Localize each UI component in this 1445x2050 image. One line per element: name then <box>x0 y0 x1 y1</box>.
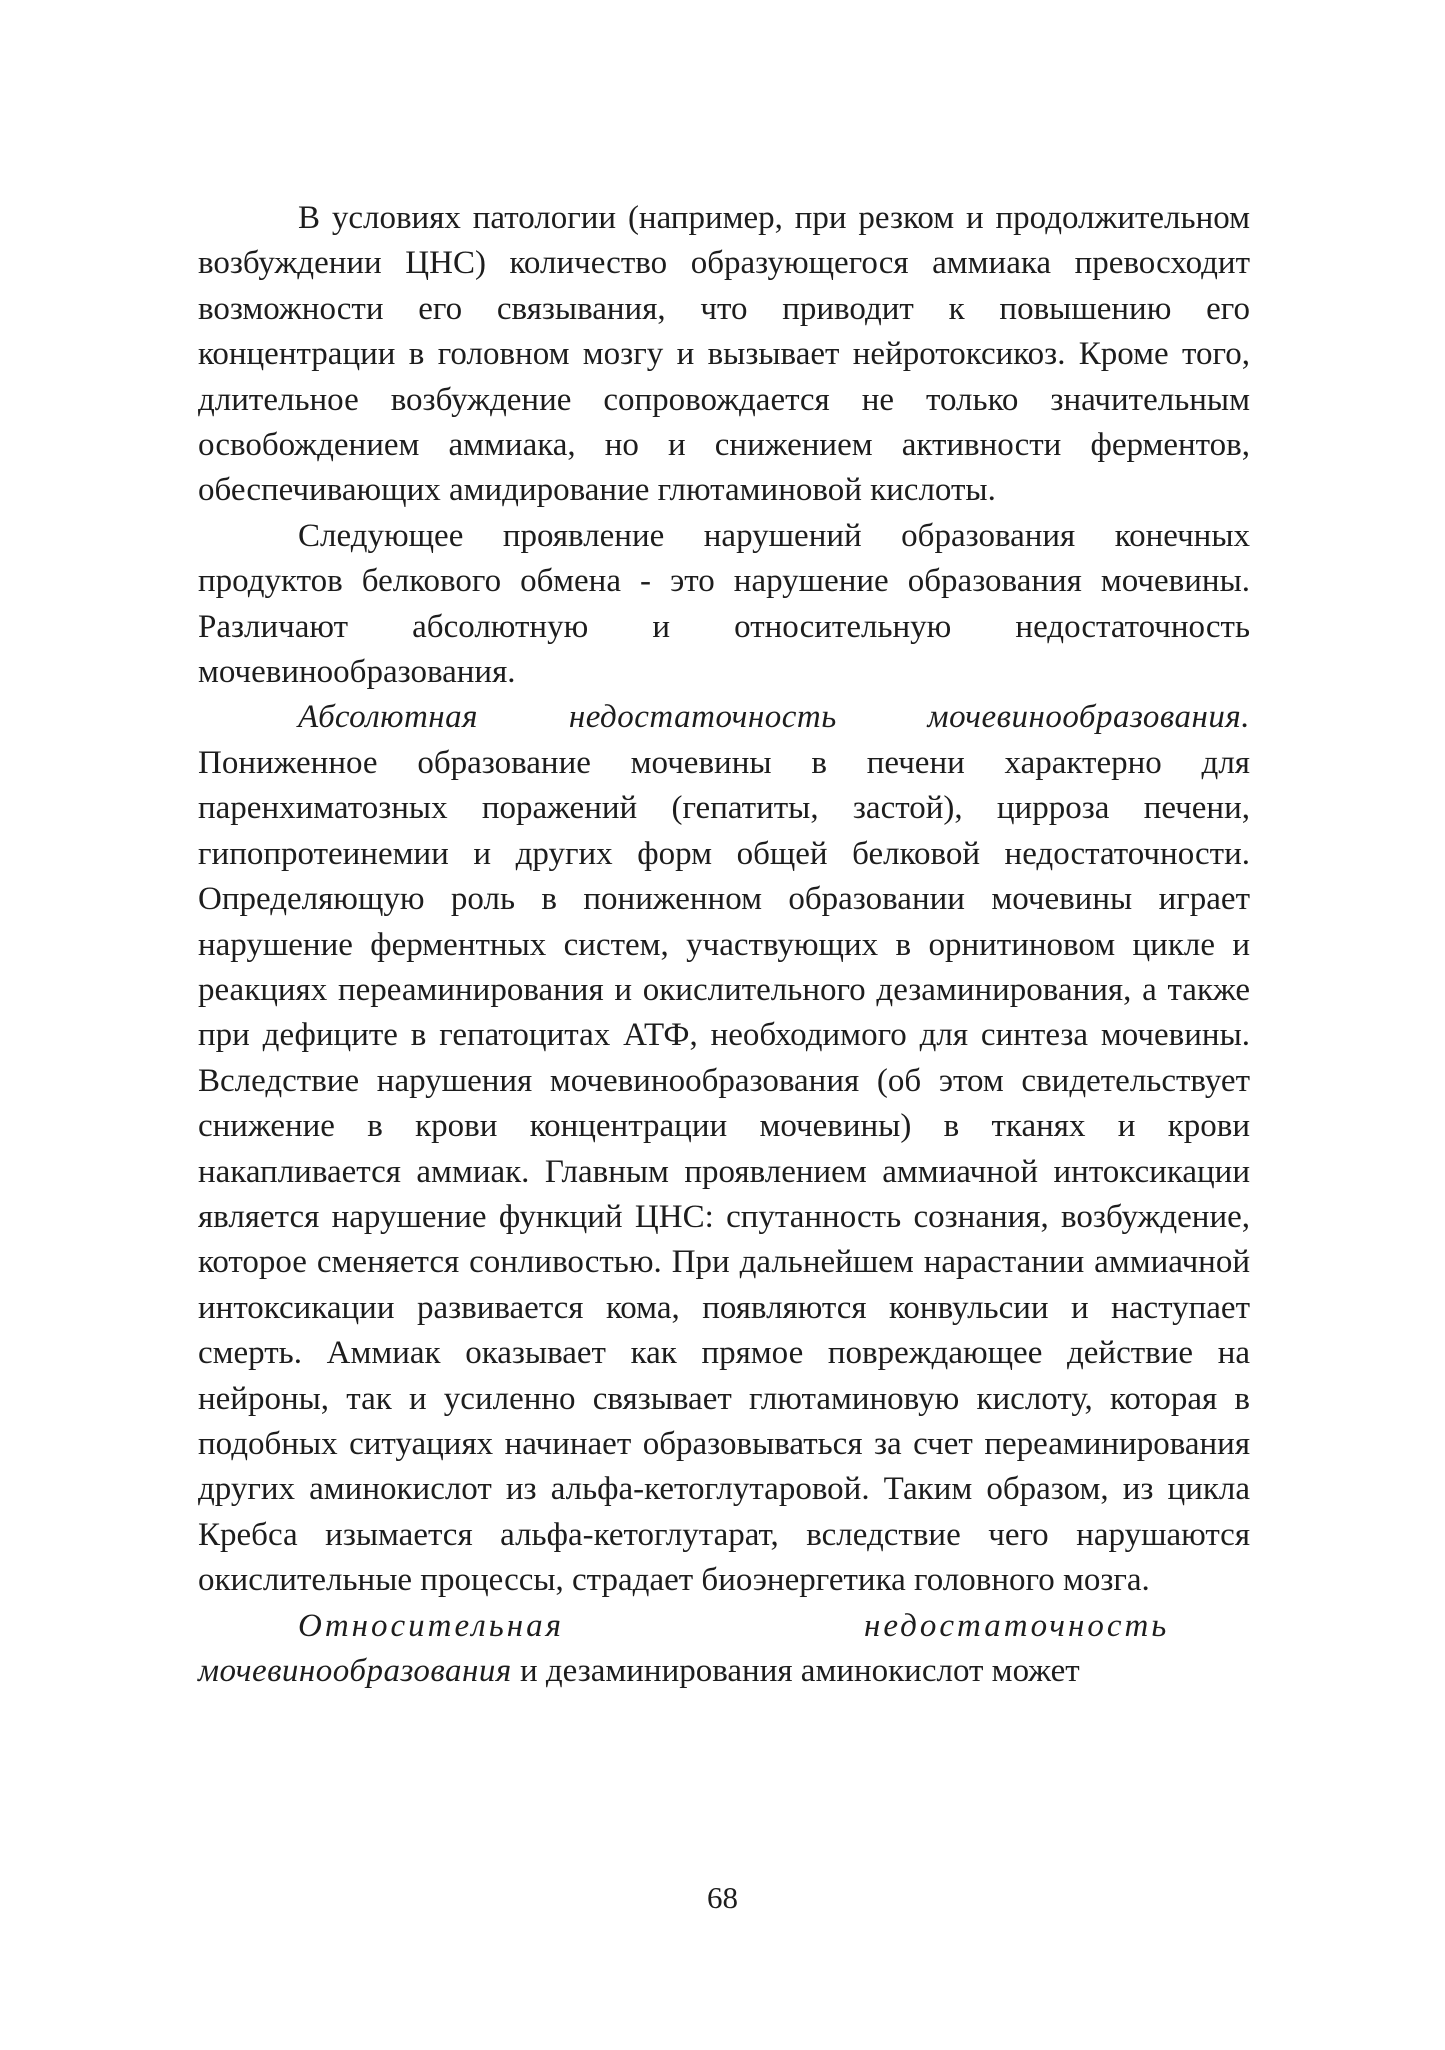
heading-insufficiency-word: недостаточность <box>863 1607 1170 1644</box>
heading-relative-word: Относительная <box>298 1607 564 1644</box>
heading-absolute-insufficiency: Абсолютная недостаточность мочевинообразования. <box>298 699 1250 736</box>
paragraph-relative-insufficiency <box>198 1604 1250 1695</box>
body-text <box>198 196 1250 1694</box>
paragraph-absolute-insufficiency-body: Пониженное образование мочевины в печени характерно для паренхиматозных поражений (гепатиты, застой), цирроза печени, гипопротеинемии и других форм общей белковой недостаточности. Определяющую роль в пониженном образовании мочевины играет нарушение ферментных систем, участвующих в орнитиновом цикле и реакциях переаминирования и окислительного дезаминирования, а также при дефиците в гепатоцитах АТФ, необходимого для синтеза мочевины. Вследствие нарушения мочевинообразования (об этом свидетельствует снижение в крови концентрации мочевины) в тканях и крови накапливается аммиак. Главным проявлением аммиачной интоксикации является нарушение функций ЦНС: спутанность сознания, возбуждение, которое сменяется сонливостью. При дальнейшем нарастании аммиачной интоксикации развивается кома, появляются конвульсии и наступает смерть. Аммиак оказывает как прямое повреждающее действие на нейроны, так и усиленно связывает глютаминовую кислоту, которая в подобных ситуациях начинает образовываться за счет переаминирования других аминокислот из альфа-кетоглутаровой. Таким образом, из цикла Кребса изымается альфа-кетоглутарат, вследствие чего нарушаются окислительные процессы, страдает биоэнергетика головного мозга. <box>198 744 1250 1599</box>
heading-urea-formation-word: мочевинообразования <box>198 1653 512 1689</box>
page-number: 68 <box>707 1880 738 1915</box>
paragraph-pathology-ammonia: В условиях патологии (например, при резком и продолжительном возбуждении ЦНС) количество образующегося аммиака превосходит возможности его связывания, что приводит к повышению его концентрации в головном мозгу и вызывает нейротоксикоз. Кроме того, длительное возбуждение сопровождается не только значительным освобождением аммиака, но и снижением активности ферментов, обеспечивающих амидирование глютаминовой кислоты. <box>198 200 1250 509</box>
paragraph-absolute-insufficiency <box>198 695 1250 1603</box>
paragraph-relative-insufficiency-body: и дезаминирования аминокислот может <box>519 1653 1080 1689</box>
paragraph-urea-formation: Следующее проявление нарушений образования конечных продуктов белкового обмена - это нарушение образования мочевины. Различают абсолютную и относительную недостаточность мочевинообразования. <box>198 517 1250 691</box>
